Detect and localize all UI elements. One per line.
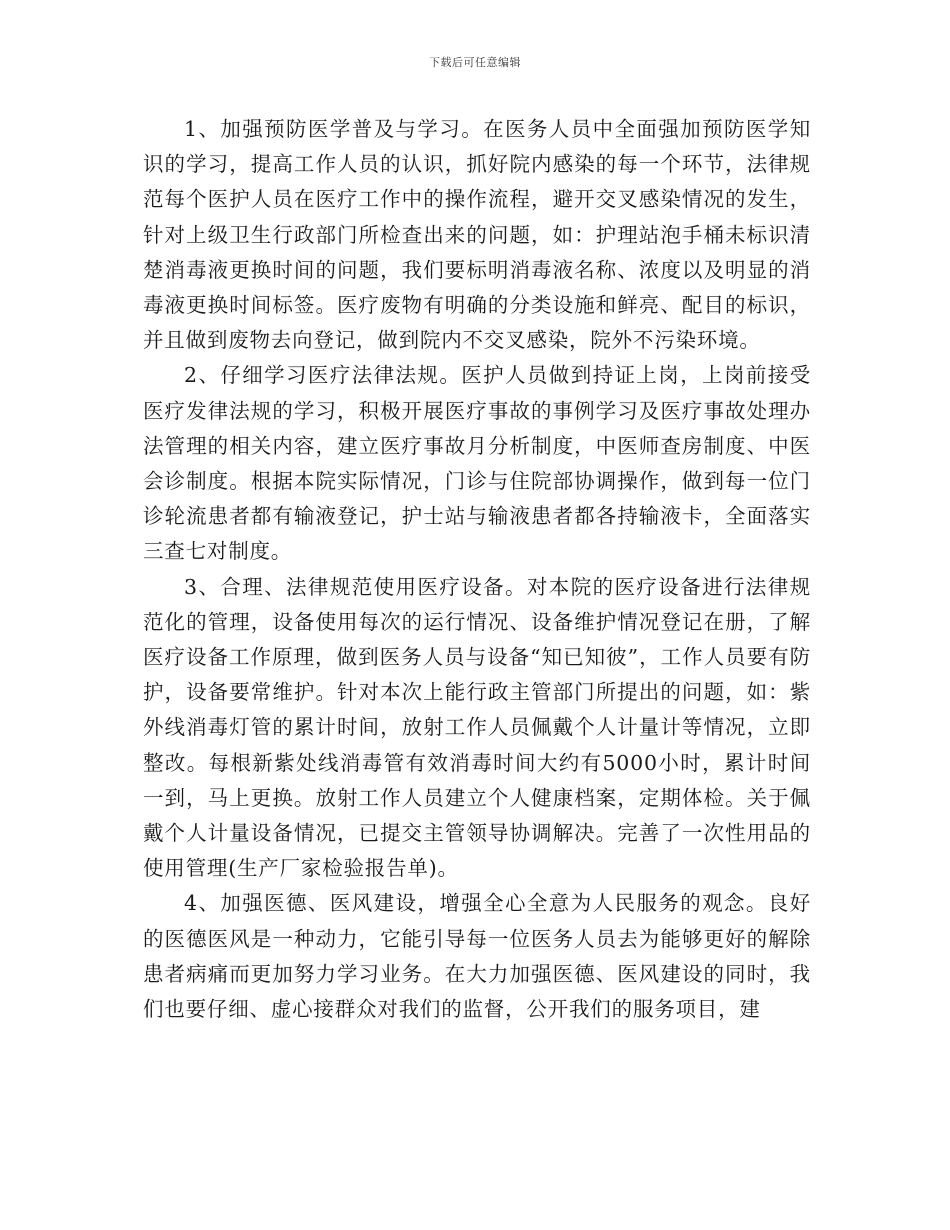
document-body <box>143 112 811 1027</box>
paragraph-2: 2、仔细学习医疗法律法规。医护人员做到持证上岗，上岗前接受医疗发律法规的学习，积极开展医疗事故的事例学习及医疗事故处理办法管理的相关内容，建立医疗事故月分析制度，中医师查房制度、中医会诊制度。根据本院实际情况，门诊与住院部协调操作，做到每一位门诊轮流患者都有输液登记，护士站与输液患者都各持输液卡，全面落实三查七对制度。 <box>143 363 811 564</box>
page-header: 下载后可任意编辑 <box>429 56 521 69</box>
paragraph-1: 1、加强预防医学普及与学习。在医务人员中全面强加预防医学知识的学习，提高工作人员的认识，抓好院内感染的每一个环节，法律规范每个医护人员在医疗工作中的操作流程，避开交叉感染情况的发生，针对上级卫生行政部门所检查出来的问题，如：护理站泡手桶未标识清楚消毒液更换时间的问题，我们要标明消毒液名称、浓度以及明显的消毒液更换时间标签。医疗废物有明确的分类设施和鲜亮、配目的标识，并且做到废物去向登记，做到院内不交叉感染，院外不污染环境。 <box>143 117 811 353</box>
paragraph-3: 3、合理、法律规范使用医疗设备。对本院的医疗设备进行法律规范化的管理，设备使用每次的运行情况、设备维护情况登记在册，了解医疗设备工作原理，做到医务人员与设备“知已知彼”，工作人员要有防护，设备要常维护。针对本次上能行政主管部门所提出的问题，如：紫外线消毒灯管的累计时间，放射工作人员佩戴个人计量计等情况，立即整改。每根新紫处线消毒管有效消毒时间大约有5000小时，累计时间一到，马上更换。放射工作人员建立个人健康档案，定期体检。关于佩戴个人计量设备情况，已提交主管领导协调解决。完善了一次性用品的使用管理(生产厂家检验报告单)。 <box>143 574 811 881</box>
paragraph-4: 4、加强医德、医风建设，增强全心全意为人民服务的观念。良好的医德医风是一种动力，它能引导每一位医务人员去为能够更好的解除患者病痛而更加努力学习业务。在大力加强医德、医风建设的同时，我们也要仔细、虚心接群众对我们的监督，公开我们的服务项目，建 <box>143 891 811 1022</box>
